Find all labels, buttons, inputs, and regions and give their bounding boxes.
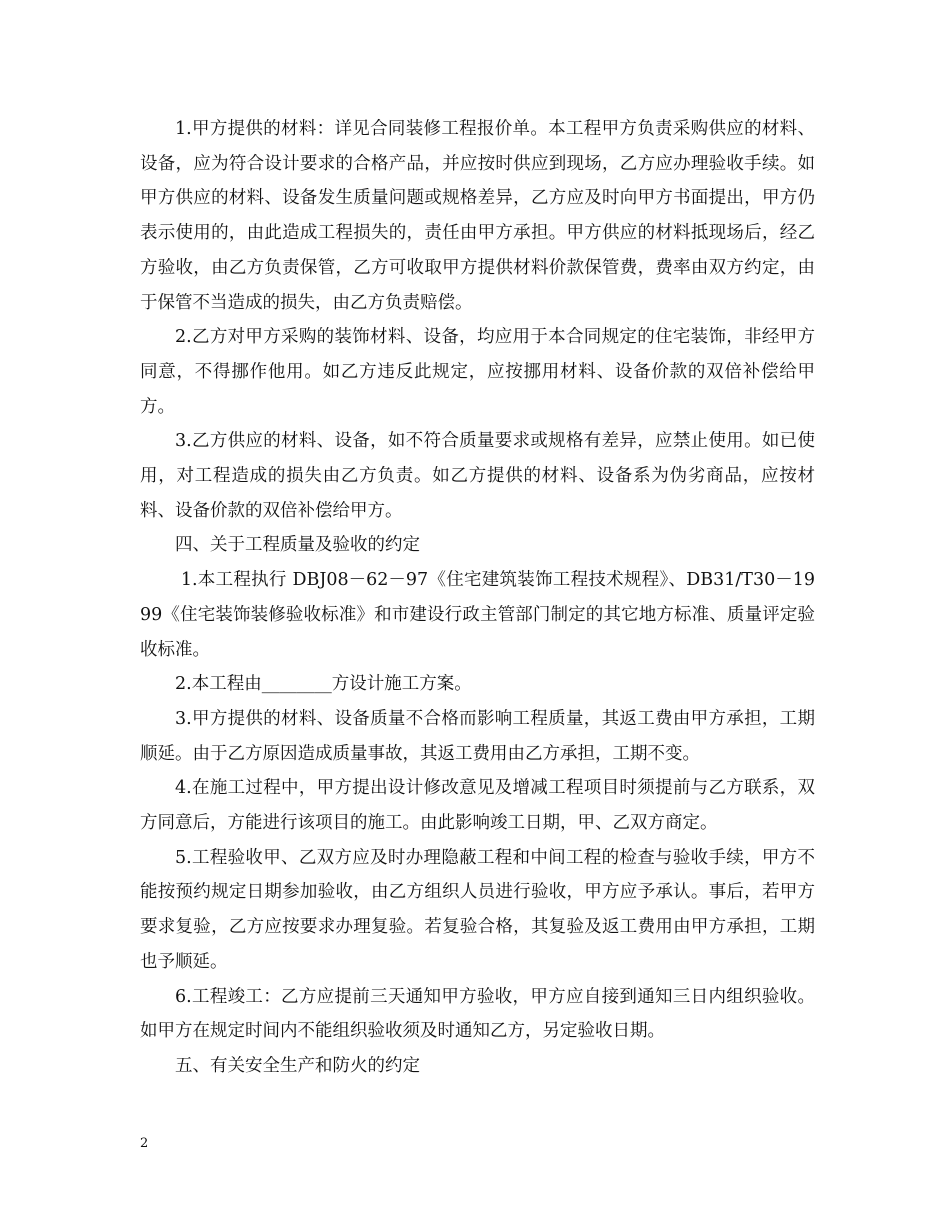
paragraph-design-change: 4.在施工过程中，甲方提出设计修改意见及增减工程项目时须提前与乙方联系，双方同意后，方能进行该项目的施工。由此影响竣工日期，甲、乙双方商定。 bbox=[140, 778, 815, 834]
section-heading-safety-fire: 五、有关安全生产和防火的约定 bbox=[175, 1055, 420, 1076]
section-heading-quality-acceptance: 四、关于工程质量及验收的约定 bbox=[175, 535, 420, 556]
page-number: 2 bbox=[140, 1136, 149, 1151]
paragraph-completion: 6.工程竣工：乙方应提前三天通知甲方验收，甲方应自接到通知三日内组织验收。如甲方在规定时间内不能组织验收须及时通知乙方，另定验收日期。 bbox=[140, 986, 815, 1042]
paragraph-acceptance-procedure: 5.工程验收甲、乙双方应及时办理隐蔽工程和中间工程的检查与验收手续，甲方不能按预约规定日期参加验收，由乙方组织人员进行验收，甲方应予承认。事后，若甲方要求复验，乙方应按要求办理复验。若复验合格，其复验及返工费用由甲方承担，工期也予顺延。 bbox=[140, 847, 815, 972]
document-body bbox=[140, 112, 815, 1084]
paragraph-rework-cost: 3.甲方提供的材料、设备质量不合格而影响工程质量，其返工费由甲方承担，工期顺延。由于乙方原因造成质量事故，其返工费用由乙方承担，工期不变。 bbox=[140, 708, 815, 764]
paragraph-material-use-party-b: 2.乙方对甲方采购的装饰材料、设备，均应用于本合同规定的住宅装饰，非经甲方同意，不得挪作他用。如乙方违反此规定，应按挪用材料、设备价款的双倍补偿给甲方。 bbox=[140, 327, 815, 417]
paragraph-standards: 1.本工程执行 DBJ08－62－97《住宅建筑装饰工程技术规程》、DB31/T30－1999《住宅装饰装修验收标准》和市建设行政主管部门制定的其它地方标准、质量评定验收标准。 bbox=[140, 570, 815, 660]
paragraph-material-quality-party-b: 3.乙方供应的材料、设备，如不符合质量要求或规格有差异，应禁止使用。如已使用，对工程造成的损失由乙方负责。如乙方提供的材料、设备系为伪劣商品，应按材料、设备价款的双倍补偿给甲方。 bbox=[140, 431, 815, 521]
paragraph-design-plan: 2.本工程由________方设计施工方案。 bbox=[175, 674, 472, 695]
paragraph-material-supply-party-a: 1.甲方提供的材料：详见合同装修工程报价单。本工程甲方负责采购供应的材料、设备，应为符合设计要求的合格产品，并应按时供应到现场，乙方应办理验收手续。如甲方供应的材料、设备发生质量问题或规格差异，乙方应及时向甲方书面提出，甲方仍表示使用的，由此造成工程损失的，责任由甲方承担。甲方供应的材料抵现场后，经乙方验收，由乙方负责保管，乙方可收取甲方提供材料价款保管费，费率由双方约定，由于保管不当造成的损失，由乙方负责赔偿。 bbox=[140, 119, 815, 313]
